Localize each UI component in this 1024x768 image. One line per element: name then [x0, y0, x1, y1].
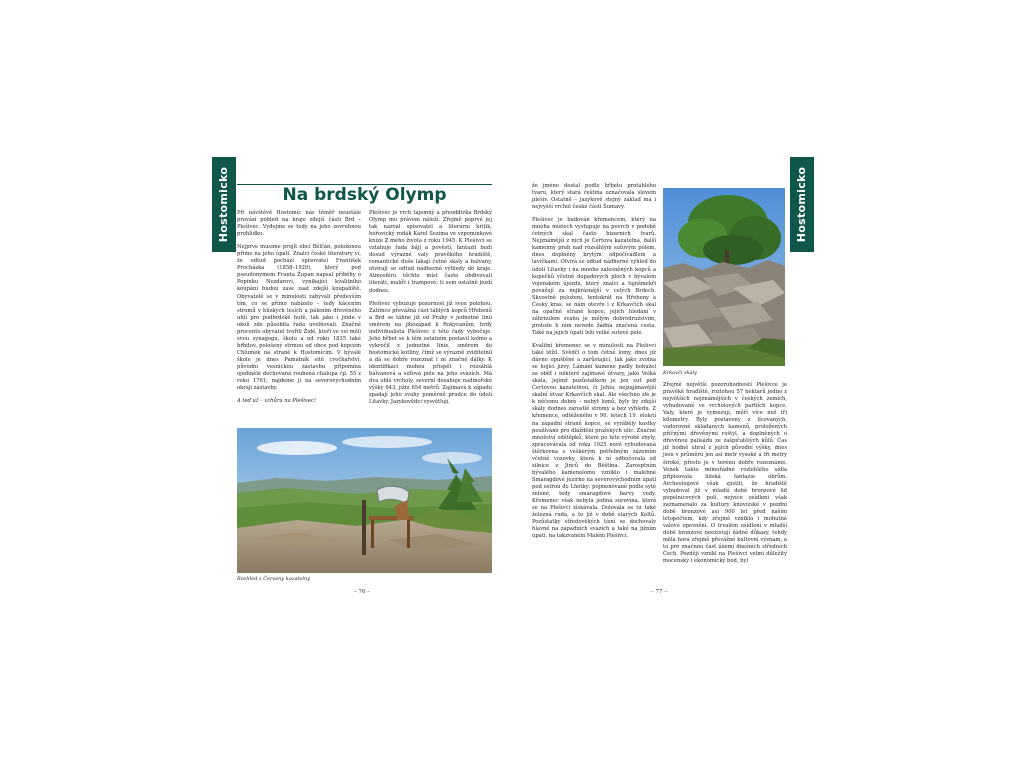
- section-tab-label: Hostomicko: [217, 166, 231, 243]
- section-tab-label: Hostomicko: [795, 166, 809, 243]
- left-column-2: [369, 210, 492, 412]
- paragraph: Plešivec je vrch tajemný a přeoddivka Brdský Olymp mu právem náleží. Zřejmě poprvé jej tak nazval spisovatel a literární kritik, hořovický rodák Karel Sezima ve vzpomínkové knize Z mého života z roku 1945. K Plešivci se vztahuje řada bájí a pověstí, fantazii budí dosud výrazné valy pravěkého hradiště, romantické duše lákají četné skály a balvany, otvírají se odtud nádherné výhledy do kraje. Atmosféru těchto míst často obdivovali literáti, malíři i trampové; ti sem ostatně jezdí dodnes.: [369, 210, 492, 294]
- left-column-1: [237, 210, 361, 411]
- page-number-left: – 76 –: [354, 589, 370, 595]
- paragraph: že jméno dostal podle hřbetu protáhlého tvaru, který stará čeština označovala slovem plešiv. Ostatně – jazykově stejný základ má i nejvyšší vrchol české části Šumavy.: [532, 183, 656, 211]
- rocks-photo: [663, 188, 785, 366]
- landscape-photo-image: [237, 428, 492, 573]
- landscape-photo: [237, 428, 492, 573]
- right-column-2: [663, 382, 787, 571]
- paragraph: A teď už – vzhůru na Plešivec!: [237, 398, 316, 405]
- paragraph: Plešivec je budován křemencem, který na mnoha místech vystupuje na povrch v podobě četných skal často bizarních tvarů. Nejznámější z nich je Čertova kazatelna, další kamenný prah nad rozsáhlým suťovým polem, dnes doplněný krytým odpočívadlem a lavičkami. Otvírá se odtud nádherné výhled do údolí Litavky i na mnoho zalesněných kopců a kopečků včetně dopadových ploch v bývalém vojenském újezdu, který znalci a fajnšmekři považují za nejkrásnější v celých Brdech. Skvostně položení, tentokrát na Hřebeny a Český kras, se nám otevře i z Krkavčích skal na opačné straně kopce; jejich hledání v záhrnulém svahu je mělým dobrodružstvím, protože k nim nevede žádná značená cesta. Také na jejich úpatí leží velké suťové pole.: [532, 217, 656, 336]
- paragraph: Kvalitní křemenec se v minulosti na Plešivci také těžil. Svědčí o tom četné lomy, dnes již dávno opuštěné a zarůstající, tak jako zvolna se hojící jizvy. Lámání kamene padly bohužel za oběť i některé zajímavé útvary, jako Velká skála, jejímž pozůstatkem je jen suť pod Čertovou kazatelnou, či Jehla, nejzajímavější skalní útvar Krkavčích skal. Ale všechno zlé je k něčemu dobré – nebýt lomů, byly by zdejší skály dodnes zarostlé stromy a bez výhledu. Z křemence, odtěženého v 90. letech 19. století na západní straně kopce, se vyráběly kostky používané pro dláždění pražských ulic. Značné množství odštěpků, které po této výrobě zbyly, zpracovávala od roku 1925 nově vybudovaná štěrkovna s veškerým potřebným zázemím včetně vozovky, která k ní odbočovala od silnice z Jinců do Běštína. Zarosptním bývalého kamenolomu vzniklo i malebné Smaragdové jezírko na severovýchodním úpatí pod ostrou do Lhotky; pojmenované podle syté zelené, tedy smaragdové barvy vody. Křemenec však nebyla jediná surovina, která se na Plešivci získávala. Dolovala se tu také železná ruda, a to již v době starých Keltů. Pozůstatky středověkých tísní se dochovaly hlavně na západních svazích a také na jižním úpatí, na takzvaném Malém Plešivci.: [532, 342, 656, 540]
- section-tab-left: [212, 157, 236, 252]
- paragraph: Plešivec vybuzuje pozornost již svou polohou. Zatímco převážná část táhlých kopců Hřebenů a Brd se táhne již od Prahy v jednotné linii směrem na jihozápad k Rokycanům, hrdý individualista Plešivec z této řady vybočuje. Jeho hřbet se k těm ostatním postavil kolmo a vykročil z jednotné linie, směrem do hostomické kotliny, čímž se výrazně zviditelnil a dá se dobře rozeznat i ze značné dálky. K identifikaci mohou přispět i rozsáhlá balvanová a suťová pole na jeho svazích. Má dva oblé vrcholy, severní dosahuje nadmořské výšky 643, jižní 654 metrů. Zajímavá k západu spadají jeho svahy poměrně prudce do údolí Litavky. Jazykovědci vysvětlují,: [369, 300, 492, 406]
- paragraph: Nejprve musíme projít obcí Bělčán, položenou přímo na jeho úpatí. Znalci české literatury ví, že odtud pochází spisovatel František Procházka (1858–1929), který pod pseudonymem Franta Župan napsal příběhy o Popinku Nezdarovi, vynikající kvalitního koupání budou zase zaat zdejší koupaliště. Obyvatelé se v minulosti zabývali především tím, co se přímo nabízelo – tedy kácením stromů v blízkých lesích a pálením dřevěného uhlí pro podbrdské hutě, tak jako i jinde v okolí zde působila řada uvolňovali. Značné procento obyvatel tvořili Židé, kteří ve vsi měli svou synagogu, školu a od roku 1835 také hřbitov, pološený strmou od obce pod kopcem Chlumek na straně k Hostomicím. V bývalé škole je dnes Památník sítě cvočkařství, původní vesnickou zástavbu připomíná ojedinělé dochovaná roubená chalupa čp. 55 z roku 1761; najdeme ji na severovýchodním okraji zástavby.: [237, 244, 361, 392]
- section-tab-right: [790, 157, 814, 252]
- page-number-right: – 77 –: [651, 589, 667, 595]
- paragraph: Při návštěvě Hostomic nás těměř neustále provází pohled na kraje zdejší části Brd – Plešivec. Vydejme se tedy na jeho zevrubnou prohlídku.: [237, 210, 361, 238]
- photo-caption-left: Rozhled z Červeny kazatelny: [237, 576, 311, 582]
- chapter-title: Na brdský Olymp: [282, 185, 447, 205]
- right-column-1: [532, 183, 656, 546]
- photo-caption-right: Krkavčí skály: [663, 370, 697, 376]
- rocks-photo-image: [663, 188, 785, 366]
- paragraph: Zřejmě největší pozoruhodností Plešivce je pravěké hradiště, rozlohou 57 hektarů jedno z největších nejznámějších v českých zemích, vybudované ve vrcholových partiích kopce. Valy, které je vymezují, měří více než tři kilometry. Byly postaveny z lícovaných, vodorovně skládaných kamenů, proložených příčnými dřevěnými roštyl, a doplněných o dřevěnou palisádu ze zašpičatělých kůlů. Čas již hodně ubral z jejich původní výšky, dnes jsou v průměru jen asi metr vysoké a tři metry široké; přesto je v terénu dobře rozeznáme. Venek takto mimořádné rozlehlého sídla připisovala lidská fantazie obrům. Archeologové však zjistili, že hradiště vybudoval již v mladší době bronzové lid popelnicových polí, nejvíce osídlení však zaznamenalo za kultury knovízské v pozdní době bronzové asi 900 let před naším letopočtem, kdy zřejmě vzniklo i mohutné valové opevnění. O trvalém osídlení v mladší době bronzové neexistují žádné důkazy, tehdy měla hora zřejmě převážné kultovní význam, a to pro značnou část území dnešních středních Čech. Později vznikl na Plešivci velmi důležitý mocenský i ekonomický bod, byl: [663, 382, 787, 565]
